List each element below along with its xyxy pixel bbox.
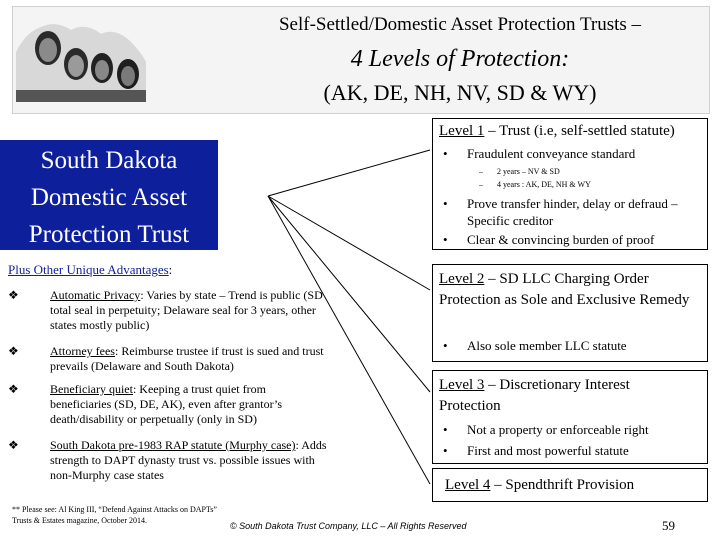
level-1-box [432,118,708,250]
level-1-sub-bullet-2: 4 years : AK, DE, NH & WY [497,180,591,189]
footnote: ** Please see: Al King III, “Defend Against Attacks on DAPTs” Trusts & Estates magazine, October 2014. [12,505,217,525]
level-2-box [432,264,708,362]
title-line-2: 4 Levels of Protection: [350,46,570,72]
sd-box-line-3: Protection Trust [28,221,190,248]
advantage-text: Automatic Privacy: Varies by state – Trend is public (SD total seal in perpetuity; Delaware seal for 3 years, other states mostly public) [50,288,323,332]
bullet-dot: • [443,232,448,247]
connector-line-level1 [268,150,430,196]
advantage-text: Beneficiary quiet: Keeping a trust quiet from beneficiaries (SD, DE, AK), even after grantor’s death/disability or perpetually (only in SD) [50,382,283,426]
title-line-1: Self-Settled/Domestic Asset Protection Trusts – [278,14,642,35]
sd-box-line-2: Domestic Asset [30,184,188,211]
advantage-text: Attorney fees: Reimburse trustee if trust is sued and trust prevails (Delaware and South Dakota) [50,344,324,373]
diamond-bullet-icon: ❖ [8,438,19,452]
level-4-heading: Level 4 – Spendthrift Provision [445,477,635,493]
advantage-text: South Dakota pre-1983 RAP statute (Murphy case): Adds strength to DAPT dynasty trust vs. possible issues with non-Murphy case states [50,438,327,482]
copyright: © South Dakota Trust Company, LLC – All Rights Reserved [230,521,467,531]
level-3-bullet-1: Not a property or enforceable right [467,422,649,437]
sub-bullet-dash: – [479,167,483,176]
level-3-bullet-2: First and most powerful statute [467,443,629,458]
diamond-bullet-icon: ❖ [8,382,19,396]
advantages-heading: Plus Other Unique Advantages: [8,262,173,277]
connector-line-level2 [268,196,430,290]
bullet-dot: • [443,146,448,161]
level-4-box [432,468,708,502]
diamond-bullet-icon: ❖ [8,288,19,302]
bullet-dot: • [443,443,448,458]
level-1-sub-bullet-1: 2 years – NV & SD [497,167,560,176]
bullet-dot: • [443,338,448,353]
title-line-3: (AK, DE, NH, NV, SD & WY) [323,80,597,105]
level-1-bullet-2: Prove transfer hinder, delay or defraud – Specific creditor [467,196,678,228]
diamond-bullet-icon: ❖ [8,344,19,358]
level-2-heading: Level 2 – SD LLC Charging Order Protection as Sole and Exclusive Remedy [439,271,690,308]
sub-bullet-dash: – [479,180,483,189]
level-2-bullet-1: Also sole member LLC statute [467,338,627,353]
level-1-bullet-3: Clear & convincing burden of proof [467,232,655,247]
level-1-heading: Level 1 – Trust (i.e, self-settled statute) [439,123,675,139]
sd-box-line-1: South Dakota [40,147,178,174]
bullet-dot: • [443,422,448,437]
page-number: 59 [662,518,675,533]
level-3-heading: Level 3 – Discretionary Interest Protection [439,377,630,414]
bullet-dot: • [443,196,448,211]
level-1-bullet-1: Fraudulent conveyance standard [467,146,636,161]
level-3-box [432,370,708,464]
